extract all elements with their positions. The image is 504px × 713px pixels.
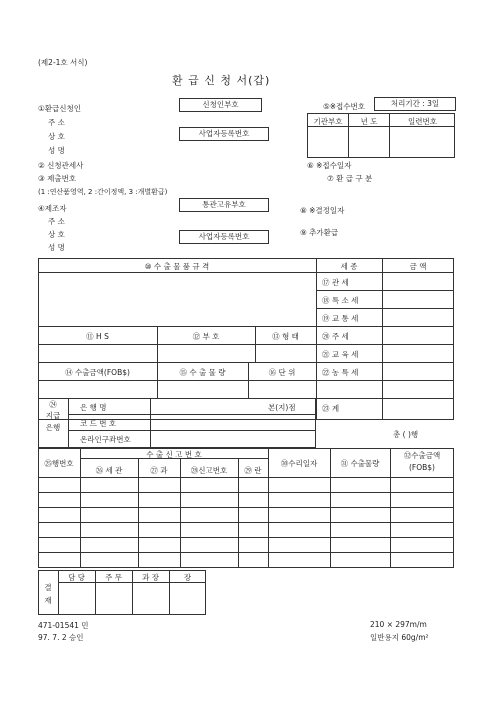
row-number-header: ㉕행번호 xyxy=(44,459,74,468)
approval-col-head: 장 xyxy=(183,573,192,582)
declaration-number-header: 수 출 신 고 번 호 xyxy=(146,450,202,459)
declaration-num-header: ㉘신고번호 xyxy=(190,466,228,475)
goods-spec-header: ⑩ 수 출 물 품 규 격 xyxy=(144,262,210,271)
export-qty-header: ㉛ 수출물량 xyxy=(340,459,380,468)
submit-note: (1 :연산품영역, 2 :간이정액, 3 :개별환급) xyxy=(38,188,168,196)
submit-number-label: ③ 제출번호 xyxy=(38,174,77,183)
tax-item-special: ⑱ 특 소 세 xyxy=(322,296,359,305)
manufacturer-firm-label: 상 호 xyxy=(48,230,65,239)
customs-broker-label: ② 신청관세사 xyxy=(38,161,84,170)
tax-total-label: ㉓ 계 xyxy=(322,404,340,413)
manufacturer-customs-tag: 통관고유부호 xyxy=(179,198,269,212)
refund-type-label: ⑦ 환 급 구 분 xyxy=(327,174,373,183)
footer-approved: 97. 7. 2 승인 xyxy=(38,633,84,642)
manufacturer-address-label: 주 소 xyxy=(48,217,65,226)
approval-label-2: 재 xyxy=(44,596,52,605)
tax-amount-header: 금 액 xyxy=(409,262,427,271)
footer-code: 471-01541 민 xyxy=(38,621,89,630)
additional-refund-label: ⑨ 추가환급 xyxy=(300,228,339,237)
code-header: ⑫ 부 호 xyxy=(192,332,220,341)
manufacturer-label: ④제조자 xyxy=(38,204,67,213)
tax-item-header: 세 종 xyxy=(340,262,358,271)
export-fob-header-2: (FOB$) xyxy=(409,463,435,472)
processing-period: 처리기간 : 3일 xyxy=(374,97,456,111)
agency-code-header: 기관부호 xyxy=(313,117,343,126)
bank-label-mark: ㉔ xyxy=(49,400,57,409)
approval-col-staff: 담 당 xyxy=(68,573,85,582)
unit-header: ⑯ 단 위 xyxy=(268,368,296,377)
tax-item-traffic: ⑲ 교 통 세 xyxy=(322,314,359,323)
section-header: ㉗ 과 xyxy=(150,466,168,475)
applicant-biz-tag: 사업자등록번호 xyxy=(179,127,269,141)
fob-header: ⑭ 수출금액(FOB$) xyxy=(65,368,130,377)
manufacturer-biz-tag: 사업자등록번호 xyxy=(179,230,269,244)
tax-item-liquor: ⑳ 주 세 xyxy=(322,332,349,341)
receipt-date-label: ⑥ ※접수일자 xyxy=(307,161,352,170)
line-header: ㉙ 란 xyxy=(244,466,262,475)
qty-header: ⑮ 수 출 물 량 xyxy=(179,368,226,377)
bank-total-count: 총 ( )행 xyxy=(393,430,419,439)
form-number: (제2-1호 서식) xyxy=(38,58,88,67)
applicant-address-label: 주 소 xyxy=(48,118,65,127)
tax-item-customs: ⑰ 관 세 xyxy=(322,278,349,287)
bank-online-label: 온라인구좌번호 xyxy=(80,435,131,444)
bank-branch-label: 본(지)점 xyxy=(268,403,296,412)
bank-label-1: 지급 xyxy=(45,411,61,420)
decision-date-label: ⑧ ※결정일자 xyxy=(300,206,345,215)
footer-size: 210 × 297m/m xyxy=(370,620,427,629)
export-fob-header-1: ㉜수출금액 xyxy=(403,451,441,460)
tax-item-rural: ㉒ 농 특 세 xyxy=(322,368,359,377)
year-header: 년 도 xyxy=(360,117,378,126)
shape-header: ⑬ 형 태 xyxy=(272,332,299,341)
bank-code-label: 코 드 번 호 xyxy=(80,419,117,428)
serial-header: 일련번호 xyxy=(408,117,437,126)
approval-col-section-chief: 과 장 xyxy=(142,573,159,582)
tax-item-education: ㉑ 교 육 세 xyxy=(322,350,359,359)
page-title: 환 급 신 청 서(갑) xyxy=(172,74,271,87)
customs-office-header: ㉖ 세 관 xyxy=(95,466,123,475)
manufacturer-name-label: 성 명 xyxy=(48,243,65,252)
receipt-number-label: ⑤※접수번호 xyxy=(323,102,365,111)
bank-label-2: 은행 xyxy=(45,423,61,432)
applicant-label: ①환급신청인 xyxy=(38,104,81,113)
applicant-id-tag: 신청인부호 xyxy=(179,98,262,112)
approval-label-1: 결 xyxy=(44,583,52,592)
approval-col-manager: 주 무 xyxy=(105,573,122,582)
acceptance-date-header: ㉚수리일자 xyxy=(280,459,318,468)
bank-name-label: 은 행 명 xyxy=(80,403,107,412)
applicant-firm-label: 상 호 xyxy=(48,132,65,141)
footer-paper: 일반용지 60g/m² xyxy=(370,633,429,642)
hs-header: ⑪ H S xyxy=(86,332,109,341)
applicant-name-label: 성 명 xyxy=(48,146,65,155)
